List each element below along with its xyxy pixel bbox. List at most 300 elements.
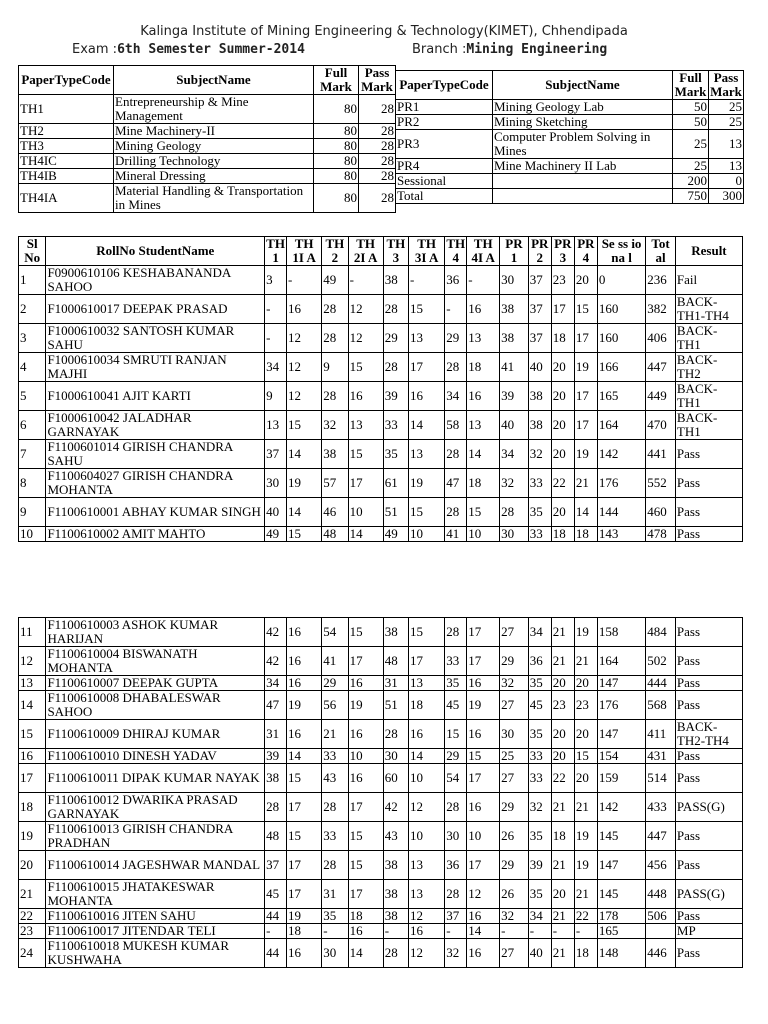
sessional-cell: 148	[597, 939, 645, 968]
student-name-cell: F1100610015 JHATAKESWAR MOHANTA	[46, 880, 265, 909]
mark-cell: 39	[265, 749, 287, 764]
total-cell: 444	[646, 676, 676, 691]
sessional-cell: 159	[597, 764, 645, 793]
student-name-cell: F1100604027 GIRISH CHANDRA MOHANTA	[46, 469, 265, 498]
student-name-cell: F1100610016 JITEN SAHU	[46, 909, 265, 924]
result-cell: Pass	[675, 691, 742, 720]
mark-cell: 16	[348, 924, 383, 939]
total-cell: 506	[646, 909, 676, 924]
mark-cell: 38	[383, 880, 408, 909]
full-mark-cell: 750	[673, 189, 709, 204]
results-header-6: TH 3	[383, 237, 408, 266]
result-cell: PASS(G)	[675, 880, 742, 909]
mark-cell: 38	[383, 851, 408, 880]
mark-cell: 13	[467, 324, 500, 353]
mark-cell: 35	[528, 676, 551, 691]
serial-cell: 22	[19, 909, 46, 924]
total-cell: 406	[646, 324, 676, 353]
mark-cell: 27	[500, 764, 529, 793]
subject-name-cell	[493, 189, 673, 204]
mark-cell: 35	[322, 909, 348, 924]
mark-cell: 9	[322, 353, 348, 382]
results-header-9: TH 4I A	[467, 237, 500, 266]
result-cell: Pass	[675, 469, 742, 498]
mark-cell: -	[408, 266, 444, 295]
full-mark-cell: 80	[314, 154, 359, 169]
table-row	[19, 382, 743, 411]
mark-cell: -	[574, 924, 597, 939]
result-cell: Pass	[675, 498, 742, 527]
table-row	[19, 793, 743, 822]
subject-table-practical	[395, 70, 744, 204]
institute-title: Kalinga Institute of Mining Engineering & Technology(KIMET), Chhendipada	[140, 24, 628, 39]
paper-code-cell: PR1	[396, 100, 493, 115]
mark-cell: 16	[408, 924, 444, 939]
mark-cell: 16	[467, 939, 500, 968]
mark-cell: 54	[445, 764, 467, 793]
mark-cell: 20	[574, 266, 597, 295]
mark-cell: 13	[408, 440, 444, 469]
mark-cell: 34	[265, 353, 287, 382]
result-cell: Pass	[675, 618, 742, 647]
result-cell: Pass	[675, 822, 742, 851]
mark-cell: 38	[383, 618, 408, 647]
table-row	[19, 295, 743, 324]
serial-cell: 11	[19, 618, 46, 647]
subject-name-cell: Drilling Technology	[114, 154, 314, 169]
sessional-cell: 142	[597, 793, 645, 822]
mark-cell: 17	[467, 618, 500, 647]
subject-header-row	[396, 71, 744, 100]
mark-cell: 15	[287, 822, 322, 851]
sessional-cell: 178	[597, 909, 645, 924]
sessional-cell: 165	[597, 924, 645, 939]
mark-cell: 20	[551, 749, 574, 764]
mark-cell: 57	[322, 469, 348, 498]
mark-cell: 42	[265, 618, 287, 647]
mark-cell: 33	[528, 749, 551, 764]
full-mark-cell: 200	[673, 174, 709, 189]
mark-cell: 45	[528, 691, 551, 720]
table-row	[19, 324, 743, 353]
header-papertypecode: PaperTypeCode	[19, 66, 114, 95]
mark-cell: 21	[574, 469, 597, 498]
mark-cell: 33	[528, 764, 551, 793]
mark-cell: 19	[287, 469, 322, 498]
table-row	[19, 764, 743, 793]
mark-cell: 16	[287, 647, 322, 676]
student-name-cell: F1000610032 SANTOSH KUMAR SAHU	[46, 324, 265, 353]
mark-cell: 17	[467, 851, 500, 880]
sessional-cell: 145	[597, 822, 645, 851]
sessional-cell: 145	[597, 880, 645, 909]
sessional-cell: 176	[597, 469, 645, 498]
pass-mark-cell: 25	[709, 115, 744, 130]
mark-cell: 23	[551, 691, 574, 720]
sessional-cell: 164	[597, 647, 645, 676]
mark-cell: 60	[383, 764, 408, 793]
pass-mark-cell: 28	[359, 154, 396, 169]
subject-row	[396, 100, 744, 115]
paper-code-cell: PR2	[396, 115, 493, 130]
result-cell: BACK-TH2-TH4	[675, 720, 742, 749]
mark-cell: 15	[348, 440, 383, 469]
serial-cell: 6	[19, 411, 46, 440]
mark-cell: 49	[265, 527, 287, 542]
mark-cell: -	[265, 295, 287, 324]
mark-cell: 37	[265, 440, 287, 469]
mark-cell: 35	[383, 440, 408, 469]
mark-cell: 28	[322, 324, 348, 353]
mark-cell: 10	[348, 498, 383, 527]
serial-cell: 7	[19, 440, 46, 469]
mark-cell: 33	[528, 469, 551, 498]
mark-cell: 30	[322, 939, 348, 968]
serial-cell: 2	[19, 295, 46, 324]
mark-cell: 29	[500, 793, 529, 822]
serial-cell: 4	[19, 353, 46, 382]
total-cell: 502	[646, 647, 676, 676]
mark-cell: 16	[467, 676, 500, 691]
result-cell: Pass	[675, 939, 742, 968]
mark-cell: 14	[287, 749, 322, 764]
mark-cell: 28	[383, 939, 408, 968]
mark-cell: 21	[551, 618, 574, 647]
mark-cell: 14	[467, 924, 500, 939]
branch-label: Branch :	[412, 42, 467, 57]
header-subjectname: SubjectName	[493, 71, 673, 100]
mark-cell: 17	[467, 647, 500, 676]
mark-cell: 9	[265, 382, 287, 411]
mark-cell: 34	[500, 440, 529, 469]
mark-cell: 12	[408, 909, 444, 924]
results-header-10: PR 1	[500, 237, 529, 266]
mark-cell: 28	[500, 498, 529, 527]
results-header-5: TH 2I A	[348, 237, 383, 266]
result-cell: Pass	[675, 764, 742, 793]
mark-cell: 33	[383, 411, 408, 440]
sessional-cell: 160	[597, 324, 645, 353]
full-mark-cell: 80	[314, 139, 359, 154]
mark-cell: 18	[287, 924, 322, 939]
total-cell: 236	[646, 266, 676, 295]
table-row	[19, 851, 743, 880]
total-cell: 552	[646, 469, 676, 498]
mark-cell: 37	[265, 851, 287, 880]
mark-cell: 61	[383, 469, 408, 498]
result-cell: MP	[675, 924, 742, 939]
subject-row	[19, 95, 396, 124]
table-row	[19, 618, 743, 647]
sessional-cell: 165	[597, 382, 645, 411]
mark-cell: 22	[551, 469, 574, 498]
mark-cell: 32	[500, 469, 529, 498]
total-cell: 456	[646, 851, 676, 880]
student-name-cell: F1100610002 AMIT MAHTO	[46, 527, 265, 542]
serial-cell: 17	[19, 764, 46, 793]
mark-cell: 12	[287, 324, 322, 353]
mark-cell: 21	[322, 720, 348, 749]
mark-cell: 40	[528, 353, 551, 382]
result-cell: Pass	[675, 440, 742, 469]
mark-cell: 39	[528, 851, 551, 880]
mark-cell: 18	[551, 527, 574, 542]
total-cell: 478	[646, 527, 676, 542]
mark-cell: 15	[408, 295, 444, 324]
results-header-4: TH 2	[322, 237, 348, 266]
full-mark-cell: 50	[673, 115, 709, 130]
student-name-cell: F1000610034 SMRUTI RANJAN MAJHI	[46, 353, 265, 382]
mark-cell: 15	[408, 618, 444, 647]
mark-cell: 29	[322, 676, 348, 691]
mark-cell: 15	[574, 749, 597, 764]
total-cell: 449	[646, 382, 676, 411]
sessional-cell: 144	[597, 498, 645, 527]
mark-cell: 28	[383, 295, 408, 324]
full-mark-cell: 80	[314, 184, 359, 213]
mark-cell: 21	[551, 909, 574, 924]
mark-cell: 58	[445, 411, 467, 440]
mark-cell: 15	[287, 527, 322, 542]
mark-cell: 21	[574, 793, 597, 822]
mark-cell: 16	[467, 382, 500, 411]
mark-cell: 37	[528, 324, 551, 353]
table-row	[19, 909, 743, 924]
results-header-2: TH 1	[266, 236, 285, 265]
mark-cell: 39	[500, 382, 529, 411]
mark-cell: 47	[265, 691, 287, 720]
student-name-cell: F1100610009 DHIRAJ KUMAR	[46, 720, 265, 749]
mark-cell: 18	[348, 909, 383, 924]
mark-cell: -	[445, 924, 467, 939]
subject-name-cell: Mine Machinery II Lab	[493, 159, 673, 174]
mark-cell: 15	[287, 411, 322, 440]
mark-cell: 12	[348, 295, 383, 324]
student-name-cell: F1000610041 AJIT KARTI	[46, 382, 265, 411]
mark-cell: 28	[383, 353, 408, 382]
mark-cell: 49	[383, 527, 408, 542]
serial-cell: 18	[19, 793, 46, 822]
mark-cell: 29	[445, 749, 467, 764]
mark-cell: 30	[445, 822, 467, 851]
mark-cell: 30	[383, 749, 408, 764]
sessional-cell: 143	[597, 527, 645, 542]
mark-cell: 43	[322, 764, 348, 793]
mark-cell: 14	[348, 939, 383, 968]
mark-cell: 16	[348, 676, 383, 691]
paper-code-cell: Sessional	[396, 174, 493, 189]
exam-label: Exam :	[72, 42, 118, 57]
mark-cell: 34	[528, 618, 551, 647]
subject-name-cell: Mining Geology	[114, 139, 314, 154]
total-cell: 446	[646, 939, 676, 968]
student-name-cell: F1000610042 JALADHAR GARNAYAK	[46, 411, 265, 440]
mark-cell: 21	[574, 880, 597, 909]
result-cell: BACK-TH1-TH4	[675, 295, 742, 324]
subject-row	[396, 115, 744, 130]
mark-cell: 41	[445, 527, 467, 542]
mark-cell: 10	[408, 764, 444, 793]
mark-cell: 19	[408, 469, 444, 498]
mark-cell: 19	[574, 851, 597, 880]
mark-cell: 18	[574, 527, 597, 542]
mark-cell: 15	[348, 618, 383, 647]
subject-row	[19, 139, 396, 154]
mark-cell: 21	[551, 851, 574, 880]
mark-cell: 10	[408, 527, 444, 542]
mark-cell: 37	[445, 909, 467, 924]
serial-cell: 19	[19, 822, 46, 851]
mark-cell: 36	[445, 266, 467, 295]
mark-cell: 15	[408, 498, 444, 527]
student-name-cell: F1100610011 DIPAK KUMAR NAYAK	[46, 764, 265, 793]
mark-cell: 13	[408, 880, 444, 909]
mark-cell: 18	[574, 939, 597, 968]
mark-cell: 35	[528, 880, 551, 909]
mark-cell: 16	[348, 764, 383, 793]
mark-cell: 29	[500, 851, 529, 880]
mark-cell: 46	[322, 498, 348, 527]
mark-cell: -	[467, 266, 500, 295]
mark-cell: 40	[528, 939, 551, 968]
mark-cell: 21	[574, 647, 597, 676]
mark-cell: 32	[500, 909, 529, 924]
mark-cell: 33	[528, 527, 551, 542]
total-cell: 460	[646, 498, 676, 527]
mark-cell: 32	[528, 793, 551, 822]
total-cell: 514	[646, 764, 676, 793]
header-passmark: Pass Mark	[710, 70, 742, 99]
mark-cell: 44	[265, 939, 287, 968]
subject-name-cell: Mine Machinery-II	[114, 124, 314, 139]
table-row	[19, 527, 743, 542]
mark-cell: 38	[383, 266, 408, 295]
mark-cell: 13	[408, 851, 444, 880]
mark-cell: 35	[528, 822, 551, 851]
mark-cell: 33	[322, 749, 348, 764]
mark-cell: 28	[445, 440, 467, 469]
total-cell: 431	[646, 749, 676, 764]
student-name-cell: F1100610018 MUKESH KUMAR KUSHWAHA	[46, 939, 265, 968]
subject-row	[19, 184, 396, 213]
mark-cell: 31	[383, 676, 408, 691]
mark-cell: 20	[551, 411, 574, 440]
serial-cell: 15	[19, 720, 46, 749]
mark-cell: 31	[322, 880, 348, 909]
result-cell: Pass	[675, 749, 742, 764]
mark-cell: 17	[348, 469, 383, 498]
mark-cell: 18	[551, 822, 574, 851]
mark-cell: 26	[500, 822, 529, 851]
serial-cell: 20	[19, 851, 46, 880]
results-table-page2	[18, 617, 743, 968]
mark-cell: 18	[467, 469, 500, 498]
subject-row	[396, 130, 744, 159]
header-fullmark: Full Mark	[314, 66, 359, 95]
pass-mark-cell: 28	[359, 124, 396, 139]
serial-cell: 21	[19, 880, 46, 909]
mark-cell: 28	[322, 793, 348, 822]
mark-cell: 13	[408, 676, 444, 691]
mark-cell: -	[287, 266, 322, 295]
sessional-cell: 160	[597, 295, 645, 324]
mark-cell: 28	[445, 880, 467, 909]
mark-cell: 17	[408, 353, 444, 382]
mark-cell: 20	[551, 880, 574, 909]
mark-cell: 19	[574, 440, 597, 469]
mark-cell: 30	[500, 266, 529, 295]
mark-cell: 21	[551, 647, 574, 676]
branch-value: Mining Engineering	[466, 42, 608, 57]
mark-cell: -	[265, 924, 287, 939]
table-row	[19, 720, 743, 749]
mark-cell: 35	[528, 498, 551, 527]
serial-cell: 1	[19, 266, 46, 295]
total-cell: 484	[646, 618, 676, 647]
results-header-16: Result	[675, 237, 742, 266]
mark-cell: 16	[287, 939, 322, 968]
mark-cell: 20	[551, 353, 574, 382]
mark-cell: 13	[467, 411, 500, 440]
subject-row	[396, 174, 744, 189]
mark-cell: 17	[551, 295, 574, 324]
serial-cell: 14	[19, 691, 46, 720]
mark-cell: 38	[500, 295, 529, 324]
mark-cell: 56	[322, 691, 348, 720]
mark-cell: 17	[574, 382, 597, 411]
table-row	[19, 924, 743, 939]
full-mark-cell: 80	[314, 95, 359, 124]
mark-cell: 38	[528, 411, 551, 440]
mark-cell: 20	[574, 676, 597, 691]
mark-cell: 12	[287, 382, 322, 411]
table-row	[19, 411, 743, 440]
mark-cell: 13	[265, 411, 287, 440]
serial-cell: 12	[19, 647, 46, 676]
mark-cell: 43	[383, 822, 408, 851]
mark-cell: 42	[265, 647, 287, 676]
mark-cell: 15	[348, 822, 383, 851]
mark-cell: 29	[383, 324, 408, 353]
paper-code-cell: TH4IC	[19, 154, 114, 169]
mark-cell: 40	[265, 498, 287, 527]
total-cell: 448	[646, 880, 676, 909]
result-cell: Pass	[675, 527, 742, 542]
mark-cell: 16	[287, 295, 322, 324]
results-header-11: PR 2	[528, 237, 551, 266]
table-row	[19, 498, 743, 527]
result-cell: BACK-TH1	[675, 382, 742, 411]
mark-cell: 17	[287, 793, 322, 822]
table-row	[19, 939, 743, 968]
serial-cell: 9	[19, 498, 46, 527]
total-cell: 470	[646, 411, 676, 440]
mark-cell: 10	[348, 749, 383, 764]
subject-name-cell: Material Handling & Transportation in Mines	[114, 184, 314, 213]
mark-cell: 12	[408, 939, 444, 968]
mark-cell: -	[322, 924, 348, 939]
mark-cell: -	[383, 924, 408, 939]
mark-cell: 16	[467, 909, 500, 924]
subject-table-theory	[18, 65, 396, 213]
sessional-cell: 147	[597, 720, 645, 749]
mark-cell: 28	[445, 618, 467, 647]
exam-line	[72, 42, 305, 57]
results-header-14: Se ss io na l	[597, 237, 645, 266]
total-cell: 411	[646, 720, 676, 749]
total-cell: 382	[646, 295, 676, 324]
sessional-cell: 158	[597, 618, 645, 647]
